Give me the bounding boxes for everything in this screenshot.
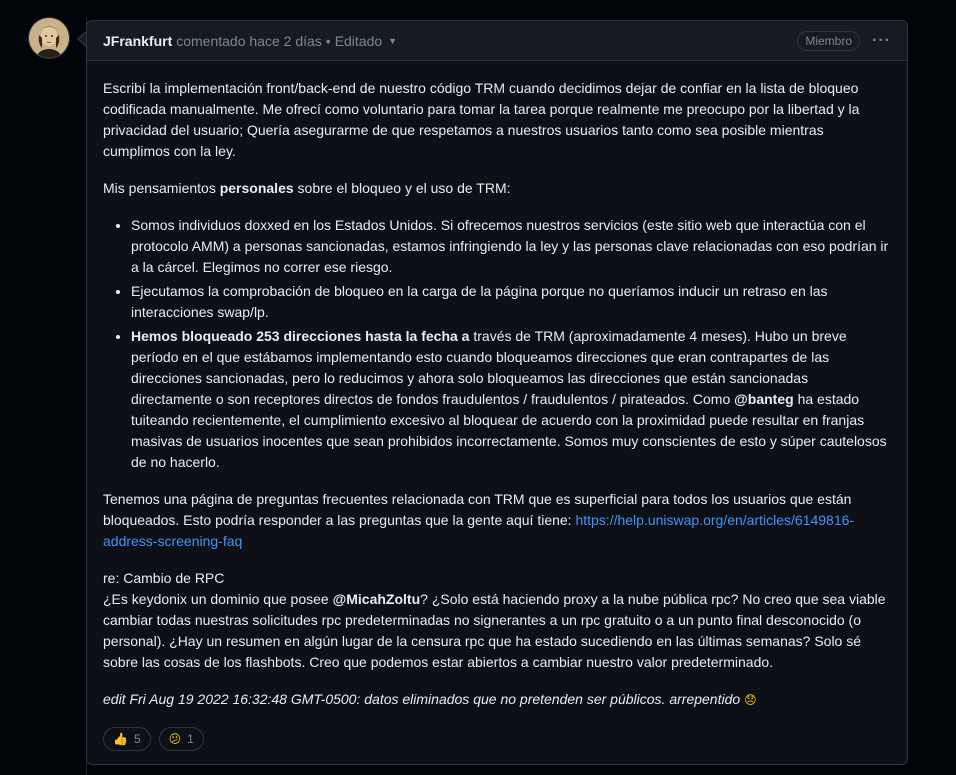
thoughts-list [103,215,891,473]
blocked-count-bold: Hemos bloqueado 253 direcciones hasta la fecha a [131,328,470,344]
thoughts-bold: personales [219,180,294,196]
reaction-count: 1 [187,732,194,746]
thoughts-after: sobre el bloqueo y el uso de TRM: [293,180,511,196]
list-item: • Somos individuos doxxed en los Estados Unidos. Si ofrecemos nuestros servicios (este sitio web que interactúa con el protocolo AMM) a personas sancionadas, estamos infringiendo la ley y las personas clave relacionadas con eso podrían ir a la cárcel. Elegimos no correr ese riesgo. [131,215,891,278]
edit-note-text: edit Fri Aug 19 2022 16:32:48 GMT-0500: datos eliminados que no pretenden ser públicos. arrepentido [103,691,741,707]
reactions-bar [87,727,907,751]
thumbs-up-icon: 👍 [113,732,128,746]
confused-face-icon: 😕 [168,732,182,746]
comment-timestamp[interactable]: comentado hace 2 días [176,32,322,49]
paragraph-thoughts [103,178,891,199]
member-badge: Miembro [797,31,860,51]
avatar-portrait-icon [29,18,69,58]
li3-part1: través de TRM (aproximadamente 4 meses). Hubo un breve período en el que estábamos implementando esto cuando bloqueamos direcciones que eran contrapartes de las direcciones sancionadas, pero lo reducimos y ahora solo bloqueamos las direcciones que están sancionadas directamente o son receptores directos de fondos fraudulentos / fraudulentos / pirateados. Como [131,328,847,407]
mention-micahzoltu[interactable]: @MicahZoltu [332,591,421,607]
reaction-confused[interactable] [159,727,204,751]
edited-label: Editado [334,32,383,49]
comment-box [86,20,908,765]
thoughts-before: Mis pensamientos [103,180,220,196]
faq-link[interactable]: https://help.uniswap.org/en/articles/6149816-address-screening-faq [103,512,855,549]
avatar[interactable] [29,18,69,58]
reaction-thumbs-up[interactable] [103,727,151,751]
mention-banteg[interactable]: @banteg [734,391,794,407]
rpc-before: ¿Es keydonix un dominio que posee [103,591,333,607]
comment-header [87,21,907,61]
paragraph-rpc [103,568,891,673]
list-item [131,326,891,473]
chevron-down-icon: ▼ [388,35,398,46]
disappointed-face-icon: 😞 [744,693,757,707]
kebab-menu-icon[interactable]: ··· [872,31,891,49]
paragraph-faq [103,489,891,552]
faq-text: Tenemos una página de preguntas frecuentes relacionada con TRM que es superficial para todos los usuarios que están bloqueados. Esto podría responder a las preguntas que la gente aquí tiene: [103,491,852,528]
meta-separator: • [325,32,331,49]
comment-body [87,61,907,711]
edited-dropdown[interactable] [335,33,397,49]
rpc-after: ? ¿Solo está haciendo proxy a la nube pública rpc? No creo que sea viable cambiar todas nuestras solicitudes rpc predeterminadas no signerantes a un rpc gratuito o a un punto final desconocido (o personal). ¿Hay un resumen en algún lugar de la censura rpc que ha estado sucediendo en las últimas semanas? Solo sé sobre las cosas de los flashbots. Creo que podemos estar abiertos a cambiar nuestro valor predeterminado. [103,591,886,670]
author-link[interactable]: JFrankfurt [103,32,173,49]
paragraph-intro: Escribí la implementación front/back-end de nuestro código TRM cuando decidimos dejar de confiar en la lista de bloqueo codificada manualmente. Me ofrecí como voluntario para tomar la tarea porque realmente me preocupo por la libertad y la privacidad del usuario; Quería asegurarme de que respetamos a nuestros usuarios tanto como sea posible mientras cumplimos con la ley. [103,80,860,159]
reaction-count: 5 [133,732,141,746]
edit-note [103,689,891,711]
list-item: • Ejecutamos la comprobación de bloqueo en la carga de la página porque no queríamos inducir un retraso en las interacciones swap/lp. [131,281,891,323]
li3-part2: ha estado tuiteando recientemente, el cumplimiento excesivo al bloquear de acuerdo con la proximidad puede resultar en franjas masivas de usuarios inocentes que sean prohibidos incorrectamente. Somos muy conscientes de esto y súper cautelosos de no hacerlo. [131,391,887,470]
rpc-heading: re: Cambio de RPC [103,570,225,586]
